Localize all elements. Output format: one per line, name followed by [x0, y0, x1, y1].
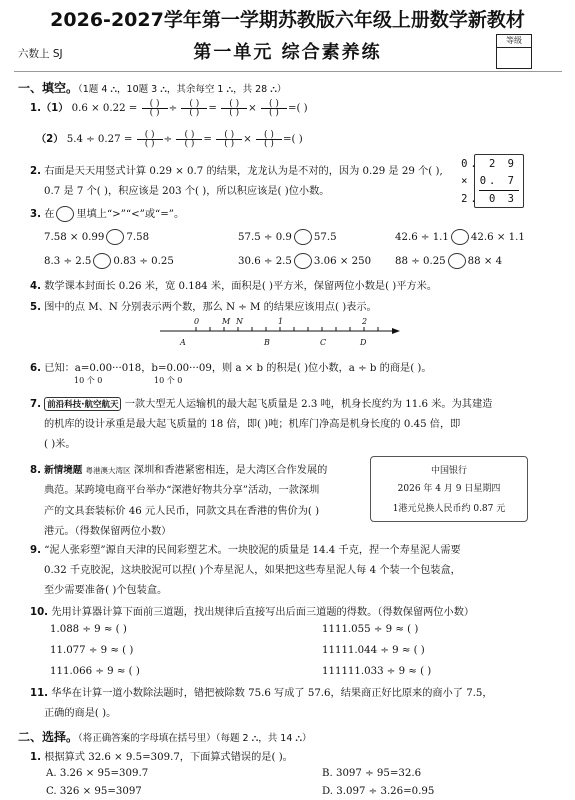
question-8-line2: 典范。某跨境电商平台举办“深港好物共分享”活动，一款深圳 — [44, 485, 320, 496]
section-1-note: （1题 4 ⛬，10题 3 ⛬，其余每空 1 ⛬，共 28 ⛬） — [78, 84, 287, 95]
option-a[interactable]: A. 3.26 × 95=309.7 — [46, 768, 149, 779]
question-9-line2: 0.32 千克胶泥，这块胶泥可以捏( )个寿星泥人，如果把这些寿星泥人每 4 个装一个包装盒， — [44, 565, 461, 576]
question-6-note-a: 10 个 0 — [74, 376, 103, 385]
choice-question-1: 1. 根据算式 32.6 × 9.5=309.7，下面算式错误的是( )。 — [30, 752, 293, 763]
question-6: 6. 已知：a=0.00···018，b=0.00···09，则 a × b 的积是( )位小数，a ÷ b 的商是( )。 — [30, 363, 432, 374]
header-divider — [14, 71, 562, 72]
compare-circle[interactable] — [294, 253, 312, 269]
calc-item: 111111.033 ÷ 9 ≈ ( ) — [322, 666, 432, 677]
question-1a: 1.（1） 0.6 × 0.22 = $\frac{( )}{( )}$ ÷ $\frac{( )}{( )}$ = $\frac{( )}{( )}$ × $\frac{( )}{( )}$ =( ) — [30, 98, 308, 118]
compare-item: 42.6 ÷ 1.1 42.6 × 1.1 — [395, 229, 525, 245]
exchange-rate-card — [370, 456, 528, 522]
question-2: 2. 右面是天天用竖式计算 0.29 × 0.7 的结果，龙龙认为是不对的，因为 0.29 是 29 个( ), — [30, 166, 443, 177]
vertical-calc-divider — [479, 190, 519, 191]
numline-point-m: M — [222, 317, 231, 326]
question-8-tag: 新情境题 粤港澳大湾区 — [44, 465, 131, 476]
vertical-calc-row-2: × 0. 7 — [461, 175, 517, 187]
fraction-blank[interactable]: $\frac{( )}{( )}$ — [261, 100, 287, 117]
grade-box-label: 等级 — [497, 35, 531, 48]
compare-item: 57.5 ÷ 0.9 57.5 — [238, 229, 337, 245]
section-2-title: 二、选择。 — [18, 730, 79, 744]
option-c[interactable]: C. 326 × 95=3097 — [46, 786, 142, 797]
numline-tick-1: 1 — [278, 317, 284, 326]
numline-point-n: N — [236, 317, 243, 326]
section-1-title: 一、填空。 — [18, 81, 79, 95]
fraction-blank[interactable]: $\frac{( )}{( )}$ — [176, 131, 202, 148]
option-b[interactable]: B. 3097 ÷ 95=32.6 — [322, 768, 422, 779]
calc-item: 11111.044 ÷ 9 ≈ ( ) — [322, 645, 425, 656]
fraction-blank[interactable]: $\frac{( )}{( )}$ — [142, 100, 168, 117]
compare-item: 88 ÷ 0.25 88 × 4 — [395, 253, 502, 269]
question-11-line2: 正确的商是( )。 — [44, 708, 117, 719]
question-7-line3: ( )米。 — [44, 439, 76, 450]
compare-circle[interactable] — [93, 253, 111, 269]
question-8-line4: 港元。（得数保留两位小数） — [44, 526, 172, 537]
question-4: 4. 数学课本封面长 0.26 米，宽 0.184 米，面积是( )平方米，保留两位小数是( )平方米。 — [30, 281, 438, 292]
grade-box[interactable] — [496, 34, 532, 69]
compare-item: 7.58 × 0.99 7.58 — [44, 229, 149, 245]
question-9: 9. “泥人张彩塑”源自天津的民间彩塑艺术。一块胶泥的质量是 14.4 千克，捏一个寿星泥人需要 — [30, 545, 461, 556]
vertical-calc-row-1: 0. 2 9 — [461, 158, 517, 170]
numline-point-d: D — [360, 338, 367, 347]
numline-point-b: B — [264, 338, 270, 347]
compare-item: 8.3 ÷ 2.5 0.83 ÷ 0.25 — [44, 253, 174, 269]
numline-point-a: A — [180, 338, 186, 347]
numline-tick-2: 2 — [362, 317, 368, 326]
question-1b-label: （2） — [36, 134, 64, 145]
bank-title: 中国银行 — [430, 466, 467, 476]
question-1b: （2） 5.4 ÷ 0.27 = $\frac{( )}{( )}$ ÷ $\frac{( )}{( )}$ = $\frac{( )}{( )}$ × $\frac{( )}{( )}$ =( ) — [36, 129, 303, 149]
page-title: 2026-2027学年第一学期苏教版六年级上册数学新教材 — [50, 9, 525, 31]
fraction-blank[interactable]: $\frac{( )}{( )}$ — [221, 100, 247, 117]
bank-rate: 1港元兑换人民币约 0.87 元 — [392, 504, 506, 514]
unit-title: 第一单元 综合素养练 — [193, 42, 382, 63]
number-line — [158, 315, 400, 351]
calc-item: 111.066 ÷ 9 ≈ ( ) — [50, 666, 140, 677]
section-1-heading — [18, 79, 286, 96]
question-7: 7. 前沿科技·航空航天 一款大型无人运输机的最大起飞质量是 2.3 吨，机身长度约为 11.6 米。为其建造 — [30, 399, 493, 410]
question-10: 10. 先用计算器计算下面前三道题，找出规律后直接写出后面三道题的得数。（得数保留两位小数） — [30, 607, 475, 618]
fraction-blank[interactable]: $\frac{( )}{( )}$ — [181, 100, 207, 117]
vertical-calculation — [461, 154, 524, 208]
fraction-blank[interactable]: $\frac{( )}{( )}$ — [216, 131, 242, 148]
question-1a-expr: 0.6 × 0.22 = — [71, 103, 138, 114]
question-2-line2: 0.7 是 7 个( )，积应该是 203 个( )，所以积应该是( )位小数。 — [44, 186, 330, 197]
question-3: 3. 在 里填上“>”“<”或“=”。 — [30, 205, 184, 222]
question-11: 11. 华华在计算一道小数除法题时，错把被除数 75.6 写成了 57.6，结果商正好比原来的商小了 7.5， — [30, 688, 493, 699]
bank-date: 2026 年 4 月 9 日星期四 — [397, 484, 501, 494]
calc-item: 11.077 ÷ 9 ≈ ( ) — [50, 645, 134, 656]
calc-item: 1111.055 ÷ 9 ≈ ( ) — [322, 624, 419, 635]
question-8-line3: 产的文具套装标价 46 元人民币，同款文具在香港的售价为( ) — [44, 506, 320, 517]
section-2-note: （将正确答案的字母填在括号里）（每题 2 ⛬，共 14 ⛬） — [78, 733, 312, 744]
compare-circle[interactable] — [294, 229, 312, 245]
compare-circle[interactable] — [106, 229, 124, 245]
compare-circle-example — [56, 206, 74, 222]
compare-circle[interactable] — [451, 229, 469, 245]
question-7-tag: 前沿科技·航空航天 — [44, 397, 121, 411]
compare-circle[interactable] — [448, 253, 466, 269]
compare-item: 30.6 ÷ 2.5 3.06 × 250 — [238, 253, 371, 269]
question-9-line3: 至少需要准备( )个包装盒。 — [44, 585, 168, 596]
question-8: 8. 新情境题 粤港澳大湾区 深圳和香港紧密相连，是大湾区合作发展的 — [30, 465, 328, 476]
question-2-line1: 右面是天天用竖式计算 0.29 × 0.7 的结果，龙龙认为是不对的，因为 0.29 是 29 个( ), — [44, 166, 443, 177]
section-2-heading — [18, 728, 312, 745]
question-1a-label: 1.（1） — [30, 103, 69, 114]
fraction-blank[interactable]: $\frac{( )}{( )}$ — [137, 131, 163, 148]
calc-item: 1.088 ÷ 9 ≈ ( ) — [50, 624, 127, 635]
question-6-note-b: 10 个 0 — [154, 376, 183, 385]
fraction-blank[interactable]: $\frac{( )}{( )}$ — [256, 131, 282, 148]
option-d[interactable]: D. 3.097 ÷ 3.26=0.95 — [322, 786, 435, 797]
numline-tick-0: 0 — [194, 317, 200, 326]
vertical-calc-row-3: 2. 0 3 — [461, 193, 517, 205]
question-5: 5. 图中的点 M、N 分别表示两个数，那么 N ÷ M 的结果应该用点( )表示。 — [30, 302, 377, 313]
question-7-line2: 的机库的设计承重是最大起飞质量的 18 倍，即( )吨；机库门净高是机身长度的 0.45 倍，即 — [44, 419, 461, 430]
question-1b-expr: 5.4 ÷ 0.27 = — [66, 134, 133, 145]
grade-label: 六数上 SJ — [18, 48, 63, 60]
numline-point-c: C — [320, 338, 327, 347]
